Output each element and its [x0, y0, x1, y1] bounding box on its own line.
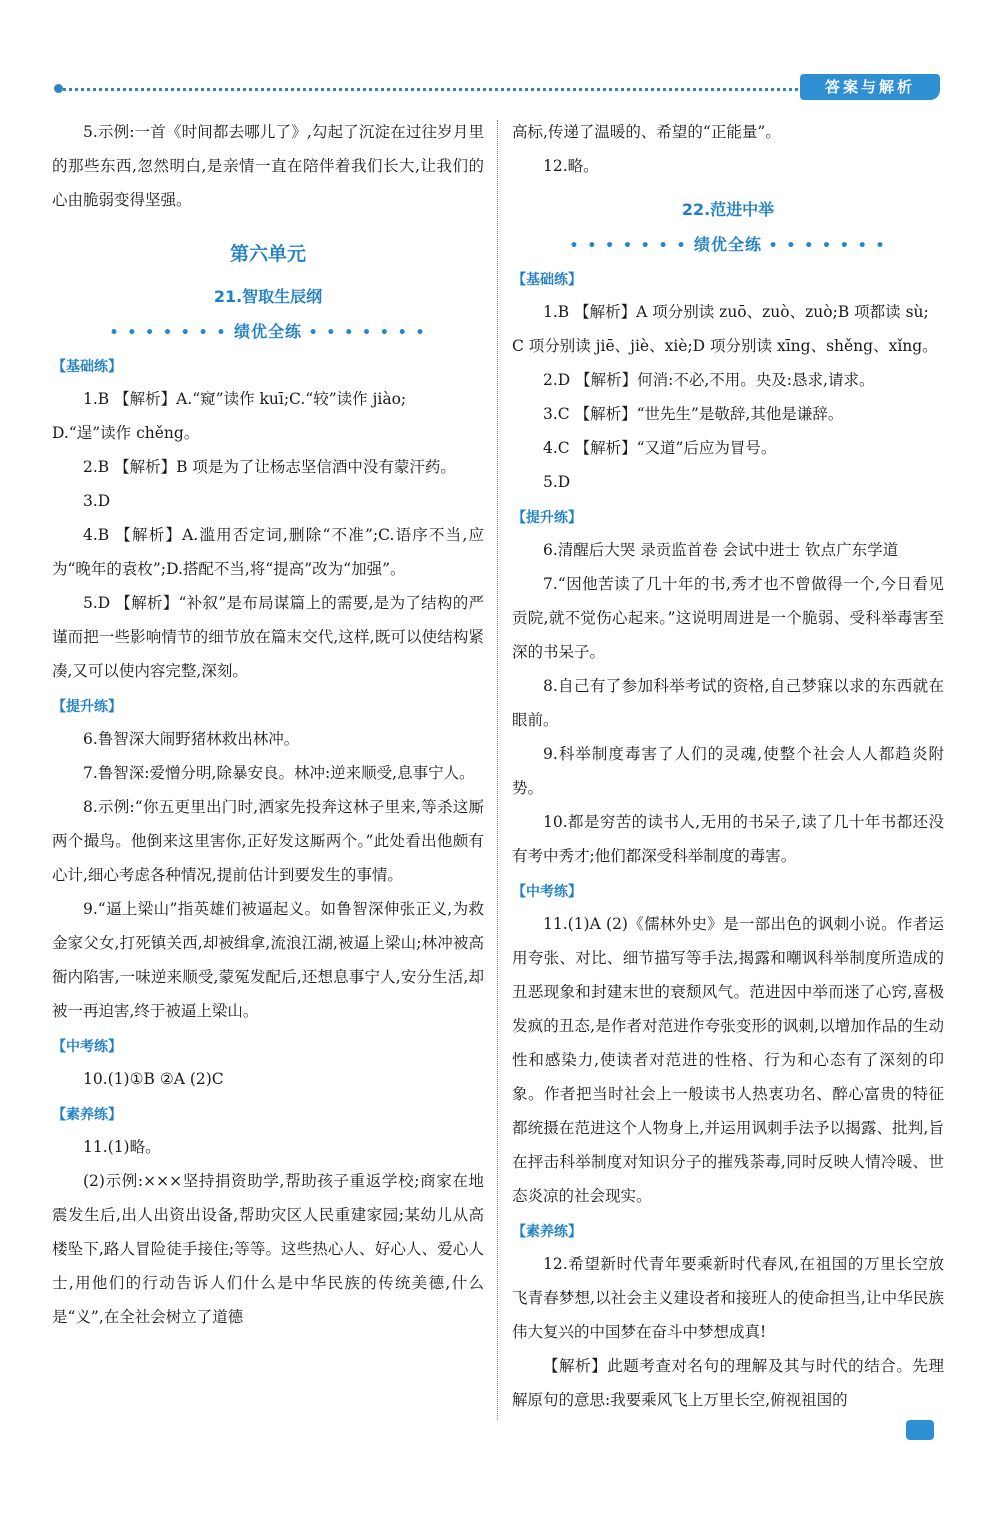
answer-item: 1.B 【解析】A.“窥”读作 kuī;C.“较”读作 jiào; — [83, 390, 407, 408]
answer-item: (2)示例:×××坚持捐资助学,帮助孩子重返学校;商家在地震发生后,出人出资出设备,帮助灾区人民重建家园;某幼儿从高楼坠下,路人冒险徒手接住;等等。这些热心人、好心人、爱心人士,用他们的行动告诉人们什么是中华民族的传统美德,什么是“义”,在全社会树立了道德 — [52, 1172, 485, 1326]
banner-label: 绩优全练 — [693, 235, 762, 254]
answer-item: 5.D 【解析】“补叙”是布局谋篇上的需要,是为了结构的严谨而把一些影响情节的细节放在篇末交代,这样,既可以使结构紧凑,又可以使内容完整,深刻。 — [52, 594, 484, 680]
answer-item: 11.(1)略。 — [83, 1138, 161, 1156]
answer-item: 4.B 【解析】A.滥用否定词,删除“不准”;C.语序不当,应为“晚年的袁枚”;D.搭配不当,将“提高”改为“加强”。 — [52, 526, 484, 578]
answer-item: 12.略。 — [543, 157, 599, 175]
answer-item: 11.(1)A (2)《儒林外史》是一部出色的讽刺小说。作者运用夸张、对比、细节描写等手法,揭露和嘲讽科举制度所造成的丑恶现象和封建末世的衰颓风气。范进因中举而迷了心窍,喜极发疯的丑态,是作者对范进作夸张变形的讽刺,以增加作品的生动性和感染力,使读者对范进的性格、行为和心态有了深刻的印象。作者把当时社会上一般读书人热衷功名、醉心富贵的特征都统摄在范进这个人物身上,并运用讽刺手法予以揭露、批判,旨在抨击科举制度对知识分子的摧残荼毒,同时反映人情冷暖、世态炎凉的社会现实。 — [512, 915, 944, 1205]
section-tag-basic: 【基础练】 — [512, 272, 582, 288]
answer-item: 5.D — [543, 473, 571, 491]
banner-dots-right: • • • • • • • — [768, 238, 887, 254]
section-tag-literacy: 【素养练】 — [52, 1107, 122, 1123]
answer-item: 12.希望新时代青年要乘新时代春风,在祖国的万里长空放飞青春梦想,以社会主义建设者和接班人的使命担当,让中华民族伟大复兴的中国梦在奋斗中梦想成真! — [512, 1255, 944, 1341]
banner-label: 绩优全练 — [233, 322, 302, 341]
left-column — [52, 115, 484, 1334]
answer-item: D.“逞”读作 chěng。 — [52, 424, 200, 442]
section-banner — [512, 232, 944, 255]
answer-item: 1.B 【解析】A 项分别读 zuō、zuò、zuò;B 项都读 sù; — [543, 303, 929, 321]
right-column — [512, 115, 944, 1417]
section-tag-exam: 【中考练】 — [52, 1039, 122, 1055]
answer-item: 10.都是穷苦的读书人,无用的书呆子,读了几十年书都还没有考中秀才;他们都深受科举制度的毒害。 — [512, 813, 944, 865]
banner-dots-left: • • • • • • • — [109, 325, 228, 341]
answer-item: 8.示例:“你五更里出门时,洒家先投奔这林子里来,等杀这厮两个撮鸟。他倒来这里害你,正好发这厮两个。”此处看出他颇有心计,细心考虑各种情况,提前估计到要发生的事情。 — [52, 798, 484, 884]
answer-item: 2.D 【解析】何消:不必,不用。央及:恳求,请求。 — [543, 371, 875, 389]
answer-item: 2.B 【解析】B 项是为了让杨志坚信酒中没有蒙汗药。 — [83, 458, 456, 476]
lesson-title: 22.范进中举 — [681, 200, 775, 219]
section-banner — [52, 319, 484, 342]
header-tab: 答案与解析 — [800, 74, 940, 100]
unit-title: 第六单元 — [229, 243, 306, 265]
answer-item: 6.清醒后大哭 录贡监首卷 会试中进士 钦点广东学道 — [543, 541, 899, 559]
answer-item: 3.D — [83, 492, 111, 510]
answer-item: 6.鲁智深大闹野猪林救出林冲。 — [83, 730, 300, 748]
answer-item: 高标,传递了温暖的、希望的“正能量”。 — [512, 123, 781, 141]
column-divider — [497, 120, 498, 1420]
banner-dots-right: • • • • • • • — [308, 325, 427, 341]
answer-item: 4.C 【解析】“又道”后应为冒号。 — [543, 439, 777, 457]
page-number-badge — [906, 1420, 934, 1440]
answer-item: 9.科举制度毒害了人们的灵魂,使整个社会人人都趋炎附势。 — [512, 745, 944, 797]
answer-item: C 项分别读 jiē、jiè、xiè;D 项分别读 xīng、shěng、xǐng。 — [512, 337, 938, 355]
answer-item: 8.自己有了参加科举考试的资格,自己梦寐以求的东西就在眼前。 — [512, 677, 944, 729]
section-tag-exam: 【中考练】 — [512, 884, 582, 900]
header-dotted-rule — [58, 88, 803, 91]
banner-dots-left: • • • • • • • — [569, 238, 688, 254]
section-tag-improve: 【提升练】 — [512, 510, 582, 526]
answer-item: 3.C 【解析】“世先生”是敬辞,其他是谦辞。 — [543, 405, 844, 423]
answer-item: 7.鲁智深:爱憎分明,除暴安良。林冲:逆来顺受,息事宁人。 — [83, 764, 475, 782]
answer-item: 7.“因他苦读了几十年的书,秀才也不曾做得一个,今日看见贡院,就不觉伤心起来。”这说明周进是一个脆弱、受科举毒害至深的书呆子。 — [512, 575, 944, 661]
answer-item: 5.示例:一首《时间都去哪儿了》,勾起了沉淀在过往岁月里的那些东西,忽然明白,是亲情一直在陪伴着我们长大,让我们的心由脆弱变得坚强。 — [52, 123, 484, 209]
section-tag-literacy: 【素养练】 — [512, 1224, 582, 1240]
answer-item: 10.(1)①B ②A (2)C — [83, 1070, 224, 1088]
section-tag-basic: 【基础练】 — [52, 359, 122, 375]
answer-item: 【解析】此题考查对名句的理解及其与时代的结合。先理解原句的意思:我要乘风飞上万里长空,俯视祖国的 — [512, 1357, 944, 1409]
answer-item: 9.“逼上梁山”指英雄们被逼起义。如鲁智深伸张正义,为救金家父女,打死镇关西,却被缉拿,流浪江湖,被逼上梁山;林冲被高衙内陷害,一味逆来顺受,蒙冤发配后,还想息事宁人,安分生活,却被一再迫害,终于被逼上梁山。 — [52, 900, 484, 1020]
lesson-title: 21.智取生辰纲 — [213, 287, 323, 306]
section-tag-improve: 【提升练】 — [52, 699, 122, 715]
